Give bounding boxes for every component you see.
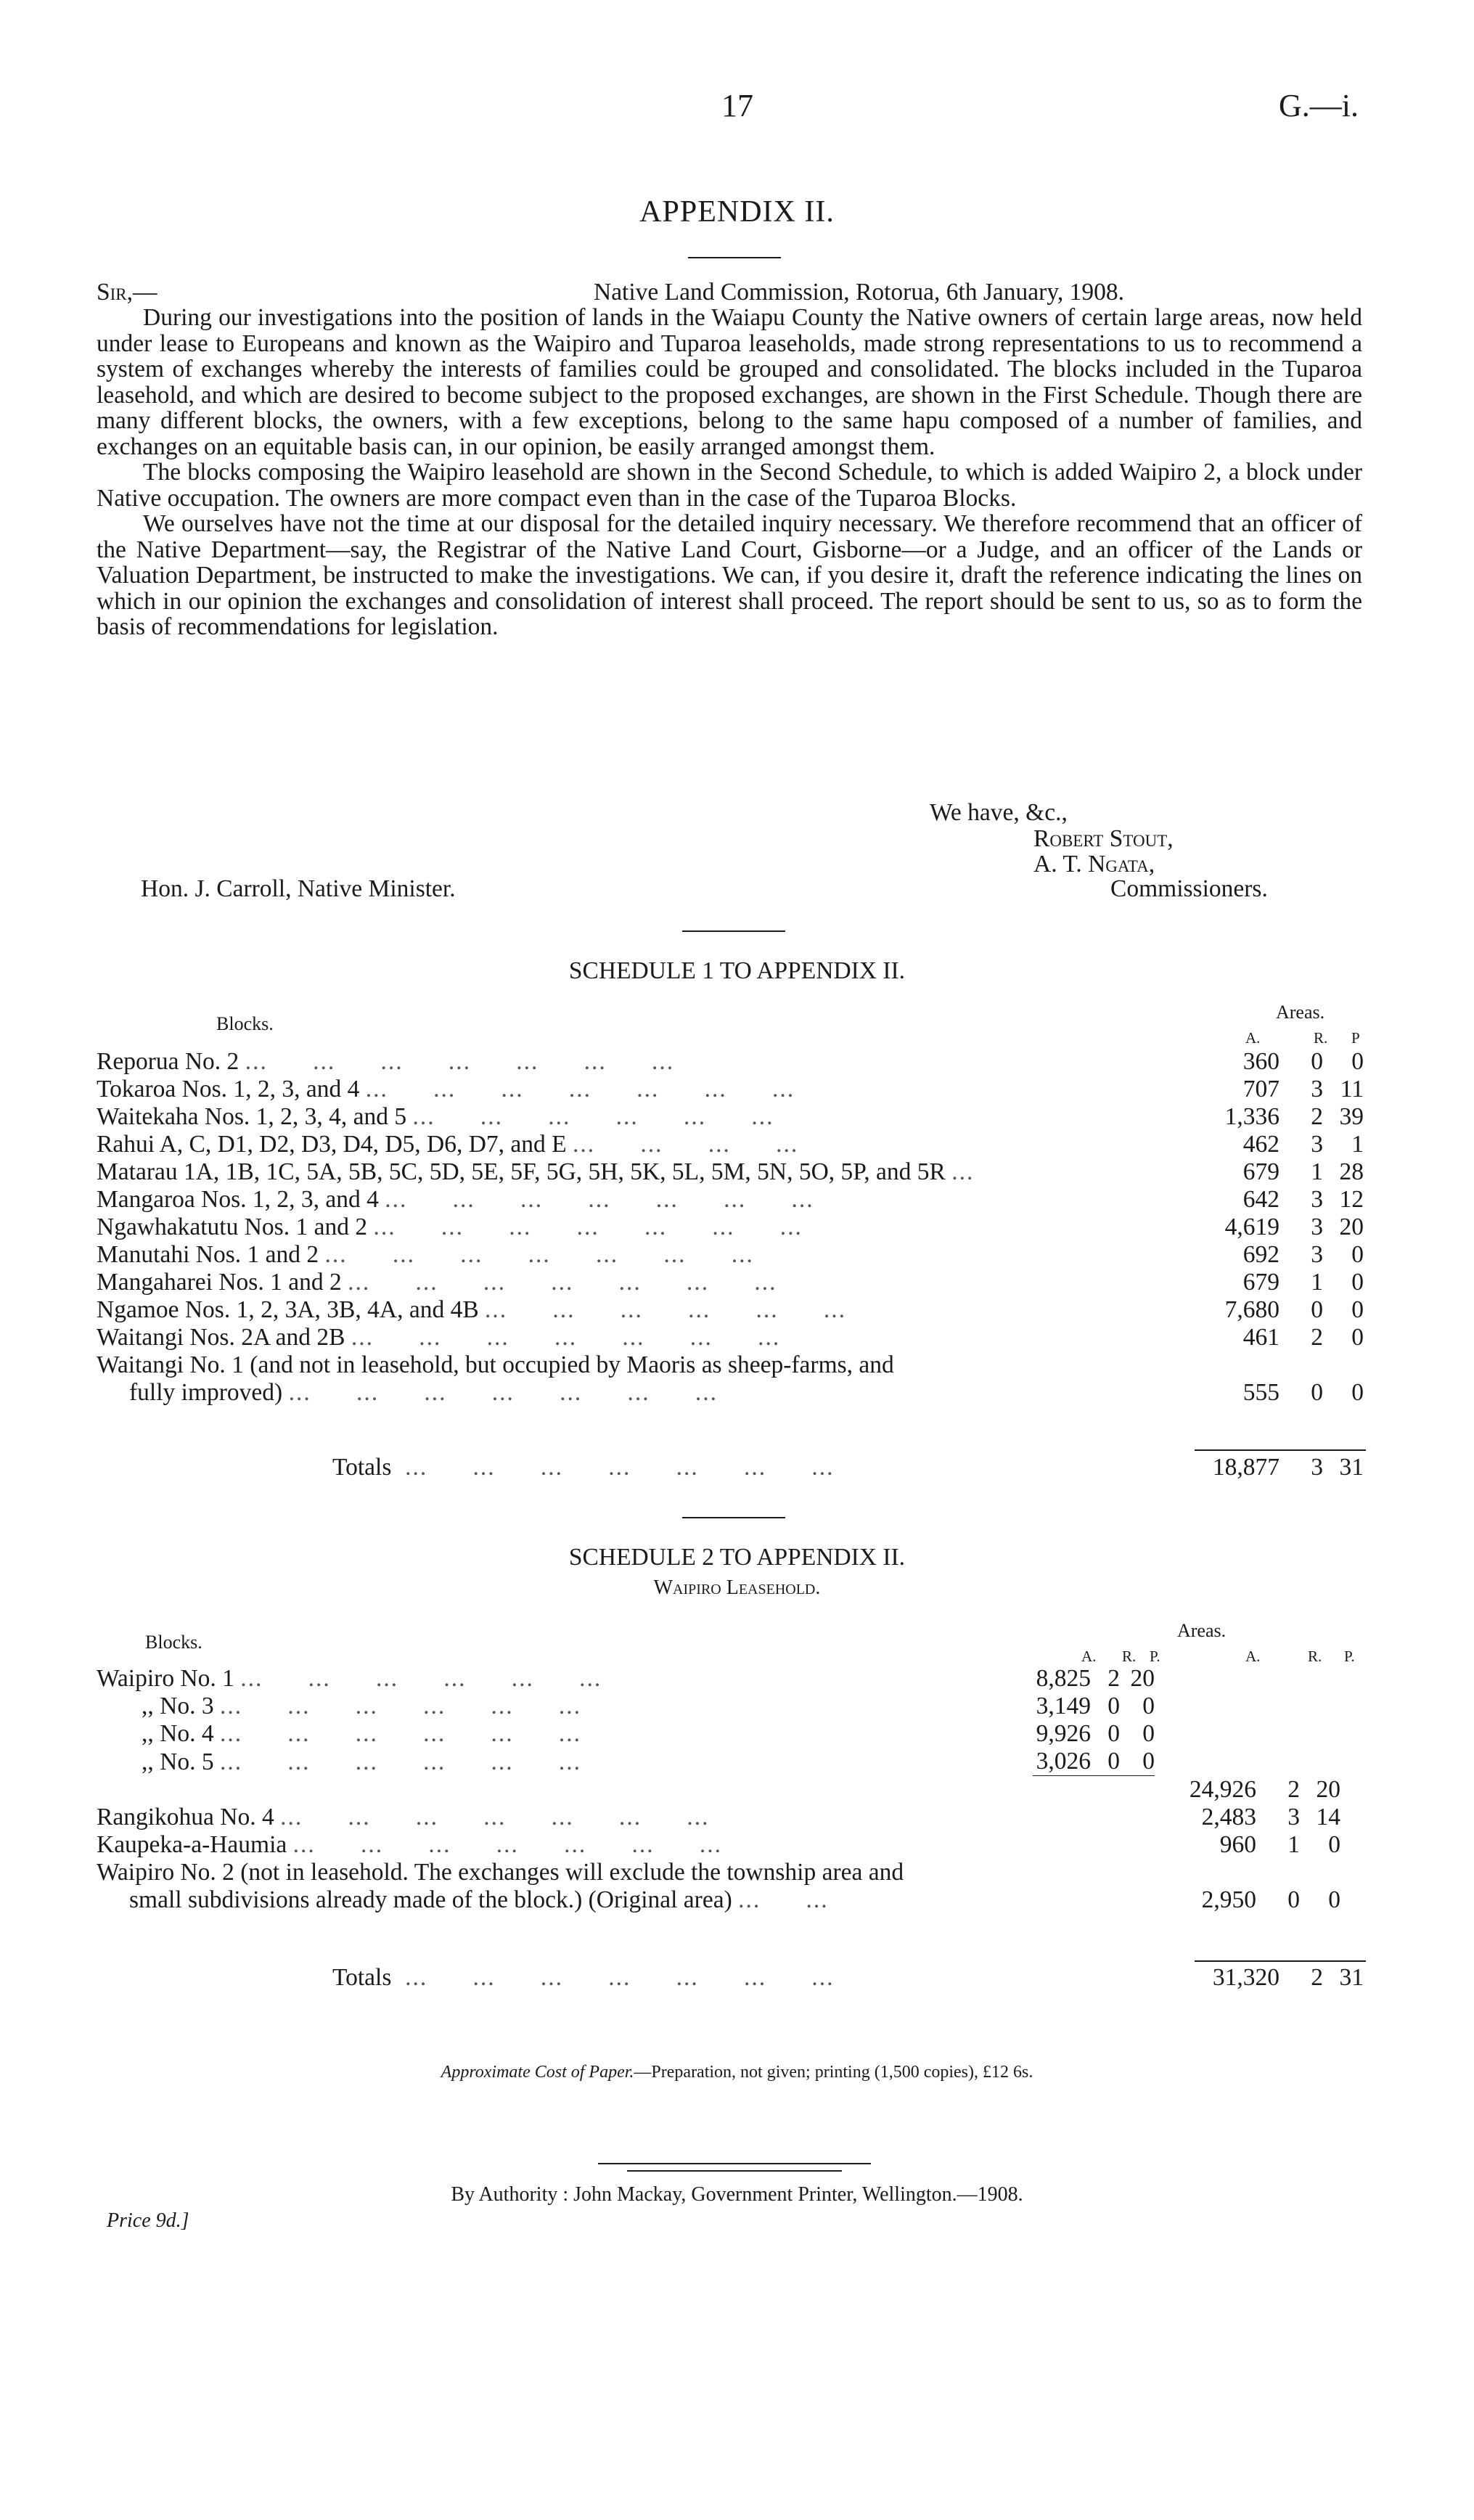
area-sub-perches xyxy=(1120,1776,1155,1804)
area-perches xyxy=(1300,1720,1340,1748)
price: Price 9d.] xyxy=(107,2209,189,2232)
table-row xyxy=(97,1158,1364,1186)
area-perches: 0 xyxy=(1328,1886,1340,1913)
area-roods xyxy=(1256,1748,1300,1776)
area-acres: 2,483 xyxy=(1201,1803,1256,1830)
area-sub-roods xyxy=(1091,1831,1120,1859)
area-roods: 0 xyxy=(1311,1379,1323,1406)
document-reference: G.—i. xyxy=(1279,88,1359,123)
area-perches: 14 xyxy=(1316,1803,1340,1830)
area-sub-acres xyxy=(1033,1831,1091,1859)
area-perches: 28 xyxy=(1339,1158,1364,1185)
table-row xyxy=(97,1214,1364,1241)
leader-dots: ... ... ... ... ... ... ... xyxy=(288,1379,718,1406)
area-acres xyxy=(1155,1720,1256,1748)
block-name-cell xyxy=(97,1214,1185,1241)
block-name: Rahui A, C, D1, D2, D3, D4, D5, D6, D7, and E xyxy=(97,1131,567,1158)
area-sub-roods: 0 xyxy=(1107,1720,1120,1747)
schedule2-table xyxy=(97,1665,1340,1914)
block-name-cell xyxy=(97,1351,1185,1379)
schedule2-unit-roods-total: R. xyxy=(1308,1648,1322,1665)
salutation: Sir,— xyxy=(97,279,157,306)
area-perches xyxy=(1300,1859,1340,1886)
schedule2-blocks-header: Blocks. xyxy=(145,1632,202,1653)
leader-dots: ... ... ... ... ... ... ... xyxy=(397,1964,835,1991)
area-acres: 642 xyxy=(1242,1186,1279,1213)
block-name-cell xyxy=(97,1076,1185,1103)
block-name: ,, No. 3 xyxy=(142,1693,214,1719)
leader-dots: ... ... ... ... ... ... ... xyxy=(348,1269,777,1296)
area-acres: 360 xyxy=(1242,1048,1279,1075)
block-name-cell xyxy=(97,1103,1185,1131)
page-number: 17 xyxy=(721,88,753,123)
table-row xyxy=(97,1720,1340,1748)
area-roods: 2 xyxy=(1311,1103,1323,1130)
area-perches xyxy=(1300,1665,1340,1693)
title-rule xyxy=(688,257,781,258)
area-perches: 11 xyxy=(1340,1076,1364,1102)
leader-dots: ... ... ... ... ... ... xyxy=(219,1748,581,1775)
leader-dots: ... ... ... ... ... ... xyxy=(412,1103,774,1130)
area-acres: 960 xyxy=(1219,1830,1256,1858)
leader-dots: ... ... ... ... ... ... ... xyxy=(324,1241,754,1268)
area-sub-perches: 20 xyxy=(1130,1665,1155,1692)
table-row xyxy=(97,1269,1364,1296)
area-sub-roods: 0 xyxy=(1107,1693,1120,1719)
total-roods: 3 xyxy=(1311,1454,1323,1481)
addressee: Hon. J. Carroll, Native Minister. xyxy=(141,875,456,902)
letter-paragraph: The blocks composing the Waipiro leasehold are shown in the Second Schedule, to which is added Waipiro 2, a block under Native occupation. The owners are more compact even than in the case of the Tuparoa Blocks. xyxy=(97,459,1362,512)
block-name: Rangikohua No. 4 xyxy=(97,1803,274,1830)
leader-dots: ... ... ... ... ... ... ... xyxy=(280,1803,710,1830)
area-roods: 1 xyxy=(1287,1830,1300,1858)
area-roods: 3 xyxy=(1287,1803,1300,1830)
area-roods xyxy=(1256,1665,1300,1693)
leader-dots: ... ... ... ... ... ... xyxy=(219,1693,581,1719)
schedule2-unit-acres-total: A. xyxy=(1245,1648,1261,1665)
area-sub-acres: 3,149 xyxy=(1036,1693,1091,1719)
block-name-cell xyxy=(97,1776,1033,1804)
area-acres: 24,926 xyxy=(1189,1775,1256,1803)
area-perches: 1 xyxy=(1351,1131,1364,1158)
block-name: Waipiro No. 1 xyxy=(97,1665,234,1692)
block-name-cell xyxy=(97,1324,1185,1351)
area-roods: 0 xyxy=(1311,1048,1323,1075)
schedule1-unit-perches: P xyxy=(1351,1029,1360,1047)
table-row xyxy=(97,1665,1340,1693)
area-sub-perches: 0 xyxy=(1142,1720,1155,1747)
signatory-stout: Robert Stout, xyxy=(1033,825,1174,852)
signatory-ngata: A. T. Ngata, xyxy=(1033,851,1155,878)
block-name: Waitangi Nos. 2A and 2B xyxy=(97,1324,345,1351)
area-perches: 12 xyxy=(1339,1186,1364,1213)
area-acres xyxy=(1185,1351,1279,1379)
area-perches: 20 xyxy=(1339,1214,1364,1240)
cost-note-text: —Preparation, not given; printing (1,500 copies), £12 6s. xyxy=(634,2063,1033,2082)
area-sub-perches: 0 xyxy=(1142,1748,1155,1775)
block-name: Waipiro No. 2 (not in leasehold. The exchanges will exclude the township area and xyxy=(97,1858,904,1886)
leader-dots: ... ... ... ... ... ... ... xyxy=(292,1830,723,1858)
leader-dots: ... ... ... ... ... ... ... xyxy=(245,1048,675,1075)
area-perches: 20 xyxy=(1316,1775,1340,1803)
cost-note xyxy=(0,2063,1474,2082)
area-acres xyxy=(1155,1665,1256,1693)
area-sub-acres: 9,926 xyxy=(1036,1720,1091,1747)
area-roods: 3 xyxy=(1311,1076,1323,1102)
table-row xyxy=(97,1076,1364,1103)
schedule2-unit-perches: P. xyxy=(1150,1648,1160,1665)
area-roods: 2 xyxy=(1287,1775,1300,1803)
block-name-cell xyxy=(97,1296,1185,1324)
table-row xyxy=(97,1886,1340,1914)
area-acres: 679 xyxy=(1242,1158,1279,1185)
leader-dots: ... xyxy=(951,1158,975,1185)
area-acres: 462 xyxy=(1242,1131,1279,1158)
area-roods: 1 xyxy=(1311,1158,1323,1185)
table-row xyxy=(97,1776,1340,1804)
dateline: Native Land Commission, Rotorua, 6th January, 1908. xyxy=(594,279,1125,306)
area-sub-roods xyxy=(1091,1776,1120,1804)
block-name-cell xyxy=(97,1269,1185,1296)
table-row xyxy=(97,1804,1340,1831)
table-row xyxy=(97,1241,1364,1269)
schedule2-unit-roods: R. xyxy=(1122,1648,1137,1665)
closing: We have, &c., xyxy=(930,799,1068,826)
table-row xyxy=(97,1103,1364,1131)
table-row xyxy=(97,1296,1364,1324)
letter-paragraph: We ourselves have not the time at our disposal for the detailed inquiry necessary. We therefore recommend that an officer of the Native Department—say, the Registrar of the Native Land Court, Gisborne—or a Judge, and an officer of the Lands or Valuation Department, be instructed to make the investigations. We can, if you desire it, draft the reference indicating the lines on which in our opinion the exchanges and consolidation of interest shall proceed. The report should be sent to us, so as to form the basis of recommendations for legislation. xyxy=(97,510,1362,640)
area-perches: 39 xyxy=(1339,1103,1364,1130)
footer-rule xyxy=(627,2170,842,2172)
block-name-cell xyxy=(97,1665,1033,1693)
area-roods xyxy=(1279,1351,1323,1379)
schedule1-total-rule xyxy=(1195,1449,1366,1451)
leader-dots: ... ... ... ... ... ... ... xyxy=(365,1076,795,1102)
table-row xyxy=(97,1131,1364,1158)
block-name: Mangaharei Nos. 1 and 2 xyxy=(97,1269,342,1296)
area-sub-acres xyxy=(1033,1776,1091,1804)
area-roods xyxy=(1256,1859,1300,1886)
block-name-cell xyxy=(97,1186,1185,1214)
table-row xyxy=(97,1351,1364,1379)
block-name: Tokaroa Nos. 1, 2, 3, and 4 xyxy=(97,1076,360,1102)
schedule2-areas-header: Areas. xyxy=(1177,1620,1227,1641)
schedule1-unit-roods: R. xyxy=(1314,1029,1328,1047)
schedule2-totals xyxy=(97,1964,1364,1992)
area-perches: 0 xyxy=(1351,1324,1364,1351)
area-roods: 3 xyxy=(1311,1214,1323,1240)
area-perches: 0 xyxy=(1351,1296,1364,1323)
schedule1-blocks-header: Blocks. xyxy=(216,1013,274,1034)
table-row xyxy=(97,1859,1340,1886)
block-name-cell xyxy=(97,1379,1185,1407)
block-name-cell xyxy=(97,1693,1033,1720)
leader-dots: ... ... ... ... ... ... xyxy=(219,1720,581,1747)
area-roods: 0 xyxy=(1287,1886,1300,1913)
totals-label: Totals xyxy=(332,1964,392,1991)
section-rule xyxy=(682,1517,785,1518)
block-name-cell xyxy=(97,1859,1155,1886)
block-name: Matarau 1A, 1B, 1C, 5A, 5B, 5C, 5D, 5E, 5F, 5G, 5H, 5K, 5L, 5M, 5N, 5O, 5P, and 5R xyxy=(97,1158,946,1185)
letter-body xyxy=(97,305,1362,640)
total-perches: 31 xyxy=(1339,1964,1364,1991)
block-name-continued: small subdivisions already made of the block.) (Original area) xyxy=(129,1886,732,1913)
block-name: Waitekaha Nos. 1, 2, 3, 4, and 5 xyxy=(97,1103,407,1130)
schedule2-total-rule xyxy=(1195,1960,1366,1962)
schedule2-totals-row xyxy=(97,1964,1364,1992)
section-rule xyxy=(682,930,785,932)
block-name-cell xyxy=(97,1831,1033,1859)
area-perches xyxy=(1300,1748,1340,1776)
area-roods: 3 xyxy=(1311,1131,1323,1158)
table-row xyxy=(97,1831,1340,1859)
area-perches xyxy=(1300,1693,1340,1720)
area-acres: 692 xyxy=(1242,1241,1279,1268)
schedule2-body xyxy=(97,1665,1340,1914)
block-name: Waitangi No. 1 (and not in leasehold, but occupied by Maoris as sheep-farms, and xyxy=(97,1351,894,1378)
schedule2-title: SCHEDULE 2 TO APPENDIX II. xyxy=(568,1544,906,1571)
area-roods xyxy=(1256,1720,1300,1748)
total-perches: 31 xyxy=(1339,1454,1364,1481)
block-name-cell xyxy=(97,1804,1033,1831)
leader-dots: ... ... xyxy=(738,1886,829,1913)
area-acres: 7,680 xyxy=(1224,1296,1279,1323)
area-roods: 0 xyxy=(1311,1296,1323,1323)
block-name-cell xyxy=(97,1131,1185,1158)
total-acres: 18,877 xyxy=(1212,1454,1279,1481)
block-name-cell xyxy=(97,1720,1033,1748)
area-sub-perches: 0 xyxy=(1142,1693,1155,1719)
leader-dots: ... ... ... ... ... ... xyxy=(240,1665,602,1692)
area-roods: 3 xyxy=(1311,1186,1323,1213)
leader-dots: ... ... ... ... ... ... ... xyxy=(373,1214,803,1240)
area-acres xyxy=(1155,1859,1256,1886)
footer-rule xyxy=(598,2163,871,2164)
area-roods xyxy=(1256,1693,1300,1720)
block-name: Reporua No. 2 xyxy=(97,1048,239,1075)
leader-dots: ... ... ... ... ... ... ... xyxy=(397,1454,835,1481)
area-acres xyxy=(1155,1748,1256,1776)
block-name-cell xyxy=(97,1241,1185,1269)
area-sub-perches xyxy=(1120,1831,1155,1859)
area-acres: 2,950 xyxy=(1201,1886,1256,1913)
leader-dots: ... ... ... ... xyxy=(573,1131,799,1158)
table-row xyxy=(97,1748,1340,1776)
table-row xyxy=(97,1186,1364,1214)
appendix-title: APPENDIX II. xyxy=(639,195,835,229)
table-row xyxy=(97,1324,1364,1351)
schedule1-totals xyxy=(97,1454,1364,1481)
totals-label: Totals xyxy=(332,1454,392,1481)
area-perches: 0 xyxy=(1351,1379,1364,1406)
area-perches: 0 xyxy=(1351,1269,1364,1296)
block-name: Kaupeka-a-Haumia xyxy=(97,1830,287,1858)
area-acres: 707 xyxy=(1242,1076,1279,1102)
block-name: Mangaroa Nos. 1, 2, 3, and 4 xyxy=(97,1186,379,1213)
cost-note-label: Approximate Cost of Paper. xyxy=(441,2063,634,2082)
block-name: ,, No. 5 xyxy=(142,1748,214,1775)
area-roods: 2 xyxy=(1311,1324,1323,1351)
area-acres xyxy=(1155,1693,1256,1720)
leader-dots: ... ... ... ... ... ... xyxy=(485,1296,847,1323)
area-acres: 1,336 xyxy=(1224,1103,1279,1130)
leader-dots: ... ... ... ... ... ... ... xyxy=(385,1186,814,1213)
schedule1-totals-row xyxy=(97,1454,1364,1481)
block-name-cell xyxy=(97,1886,1155,1914)
schedule1-unit-acres: A. xyxy=(1245,1029,1261,1047)
table-row xyxy=(97,1379,1364,1407)
total-acres: 31,320 xyxy=(1212,1964,1279,1991)
block-name: Ngamoe Nos. 1, 2, 3A, 3B, 4A, and 4B xyxy=(97,1296,479,1323)
area-acres: 555 xyxy=(1242,1379,1279,1406)
area-sub-roods xyxy=(1091,1804,1120,1831)
area-sub-acres: 3,026 xyxy=(1036,1748,1091,1775)
area-sub-acres: 8,825 xyxy=(1036,1665,1091,1692)
area-sub-roods: 0 xyxy=(1107,1748,1120,1775)
schedule2-unit-perches-total: P. xyxy=(1344,1648,1355,1665)
area-perches xyxy=(1323,1351,1364,1379)
table-row xyxy=(97,1693,1340,1720)
schedule1-body xyxy=(97,1048,1364,1407)
schedule1-areas-header: Areas. xyxy=(1276,1002,1325,1023)
block-name: ,, No. 4 xyxy=(142,1720,214,1747)
total-roods: 2 xyxy=(1311,1964,1323,1991)
area-perches: 0 xyxy=(1351,1241,1364,1268)
block-name: Manutahi Nos. 1 and 2 xyxy=(97,1241,319,1268)
table-row xyxy=(97,1048,1364,1076)
block-name-cell xyxy=(97,1158,1185,1186)
area-perches: 0 xyxy=(1351,1048,1364,1075)
leader-dots: ... ... ... ... ... ... ... xyxy=(351,1324,781,1351)
block-name-continued: fully improved) xyxy=(129,1379,283,1406)
schedule1-table xyxy=(97,1048,1364,1407)
signatory-role: Commissioners. xyxy=(1110,875,1268,902)
block-name-cell xyxy=(97,1748,1033,1776)
schedule2-subtitle: Waipiro Leasehold. xyxy=(653,1576,821,1599)
block-name: Ngawhakatutu Nos. 1 and 2 xyxy=(97,1214,368,1240)
area-roods: 3 xyxy=(1311,1241,1323,1268)
schedule1-title: SCHEDULE 1 TO APPENDIX II. xyxy=(568,957,906,984)
schedule2-unit-acres: A. xyxy=(1081,1648,1097,1665)
area-sub-roods: 2 xyxy=(1107,1665,1120,1692)
area-acres: 461 xyxy=(1242,1324,1279,1351)
area-sub-perches xyxy=(1120,1804,1155,1831)
area-acres: 4,619 xyxy=(1224,1214,1279,1240)
printer-authority: By Authority : John Mackay, Government Printer, Wellington.—1908. xyxy=(451,2183,1023,2206)
area-sub-acres xyxy=(1033,1804,1091,1831)
area-perches: 0 xyxy=(1328,1830,1340,1858)
area-acres: 679 xyxy=(1242,1269,1279,1296)
letter-paragraph: During our investigations into the position of lands in the Waiapu County the Native owners of certain large areas, now held under lease to Europeans and known as the Waipiro and Tuparoa leaseholds, made strong representations to us to recommend a system of exchanges whereby the interests of families could be grouped and consolidated. The blocks included in the Tuparoa leasehold, and which are desired to become subject to the proposed exchanges, are shown in the First Schedule. Though there are many different blocks, the owners, with a few exceptions, belong to the same hapu composed of a number of families, and exchanges on an equitable basis can, in our opinion, be easily arranged amongst them. xyxy=(97,304,1362,460)
area-roods: 1 xyxy=(1311,1269,1323,1296)
block-name-cell xyxy=(97,1048,1185,1076)
